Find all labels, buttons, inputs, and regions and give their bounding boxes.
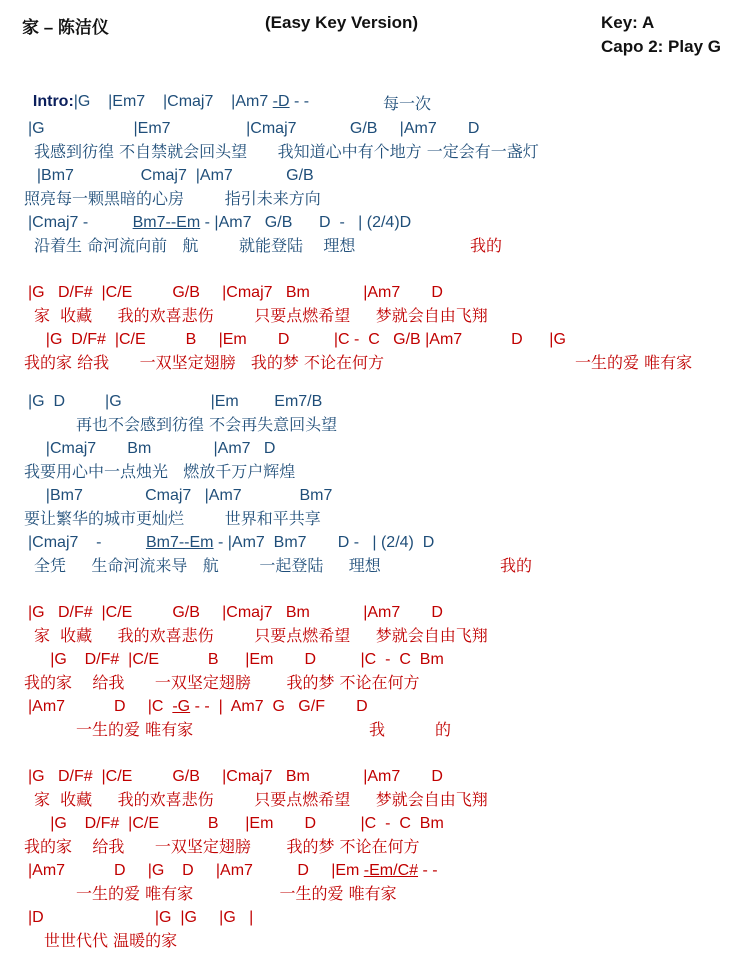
lyric-line: 要让繁华的城市更灿烂 世界和平共享 xyxy=(24,509,321,528)
lyric-line: 沿着生 命河流向前 航 就能登陆 理想 xyxy=(34,236,356,255)
chord-line: |G |Em7 |Cmaj7 G/B |Am7 D xyxy=(28,120,480,137)
chord-line: |G D/F# |C/E G/B |Cmaj7 Bm |Am7 D xyxy=(28,604,443,621)
lyric-line: 我的 xyxy=(500,556,533,575)
song-title: 家 – 陈洁仪 xyxy=(22,18,109,37)
lyric-line: 我的家 给我 一双坚定翅膀 我的梦 不论在何方 xyxy=(24,673,420,692)
chord-underlined: -G xyxy=(172,698,191,715)
lyric-line: 我要用心中一点烛光 燃放千万户辉煌 xyxy=(24,462,296,481)
lyric-line: 照亮每一颗黑暗的心房 指引未来方向 xyxy=(24,189,321,208)
chord-text: - |Am7 G/B D - | (2/4)D xyxy=(200,214,412,231)
chord-line: |Bm7 Cmaj7 |Am7 Bm7 xyxy=(28,487,333,504)
chord-text: - - xyxy=(418,862,438,879)
key-label: Key: A xyxy=(601,13,655,32)
chord-underlined: -Em/C# xyxy=(363,862,419,879)
chord-text: |Am7 D |G D |Am7 D |Em xyxy=(28,862,364,879)
chord-underlined: Bm7--Em xyxy=(145,534,214,551)
chord-line: |G D/F# |C/E G/B |Cmaj7 Bm |Am7 D xyxy=(28,284,443,301)
chord-line xyxy=(28,697,368,717)
lyric-line: 再也不会感到彷徨 不会再失意回头望 xyxy=(76,415,338,434)
lyric-line: 我感到彷徨 不自禁就会回头望 我知道心中有个地方 一定会有一盏灯 xyxy=(34,142,539,161)
chord-text: - - | Am7 G G/F D xyxy=(190,698,368,715)
lyric-line: 世世代代 温暖的家 xyxy=(44,931,178,950)
lyric-line: 一生的爱 唯有家 xyxy=(76,720,194,739)
lyric-line: 家 收藏 我的欢喜悲伤 只要点燃希望 梦就会自由飞翔 xyxy=(34,626,488,645)
lyric-line: 我 xyxy=(369,720,386,739)
lyric-line: 每一次 xyxy=(383,94,432,113)
chord-line xyxy=(28,533,434,553)
lyric-line: 一生的爱 唯有家 一生的爱 唯有家 xyxy=(76,884,397,903)
chord-underlined: Bm7--Em xyxy=(132,214,201,231)
lyric-line: 的 xyxy=(435,720,452,739)
lyric-line: 全凭 生命河流来导 航 一起登陆 理想 xyxy=(34,556,381,575)
chord-line xyxy=(28,213,411,233)
intro-tail: - - xyxy=(289,93,310,110)
chord-text: |Cmaj7 - xyxy=(28,214,133,231)
chord-text: |Cmaj7 - xyxy=(28,534,146,551)
intro-label: Intro: xyxy=(32,93,74,110)
capo-label: Capo 2: Play G xyxy=(601,37,721,56)
lyric-line: 我的家 给我 一双坚定翅膀 我的梦 不论在何方 xyxy=(24,353,384,372)
version-label: (Easy Key Version) xyxy=(265,13,419,32)
chord-line: |G D/F# |C/E B |Em D |C - C Bm xyxy=(28,815,444,832)
lyric-line: 我的家 给我 一双坚定翅膀 我的梦 不论在何方 xyxy=(24,837,420,856)
chord-line: |Cmaj7 Bm |Am7 D xyxy=(28,440,276,457)
lyric-line: 一生的爱 唯有家 xyxy=(575,353,693,372)
lyric-line: 家 收藏 我的欢喜悲伤 只要点燃希望 梦就会自由飞翔 xyxy=(34,306,488,325)
chord-line xyxy=(28,861,438,881)
chord-line: |G D/F# |C/E B |Em D |C - C Bm xyxy=(28,651,444,668)
lyric-line: 家 收藏 我的欢喜悲伤 只要点燃希望 梦就会自由飞翔 xyxy=(34,790,488,809)
lyric-line: 我的 xyxy=(470,236,503,255)
chord-line: |Bm7 Cmaj7 |Am7 G/B xyxy=(28,167,314,184)
chord-line: |D |G |G |G | xyxy=(28,909,254,926)
chord-text: |Am7 D |C xyxy=(28,698,173,715)
intro-chord-underlined: -D xyxy=(272,93,290,110)
chord-line: |G D/F# |C/E G/B |Cmaj7 Bm |Am7 D xyxy=(28,768,443,785)
chord-line: |G D/F# |C/E B |Em D |C - C G/B |Am7 D |G xyxy=(28,331,566,348)
intro-line xyxy=(24,72,309,112)
chord-text: - |Am7 Bm7 D - | (2/4) D xyxy=(213,534,435,551)
chord-line: |G D |G |Em Em7/B xyxy=(28,393,323,410)
intro-chords: |G |Em7 |Cmaj7 |Am7 xyxy=(73,93,269,110)
